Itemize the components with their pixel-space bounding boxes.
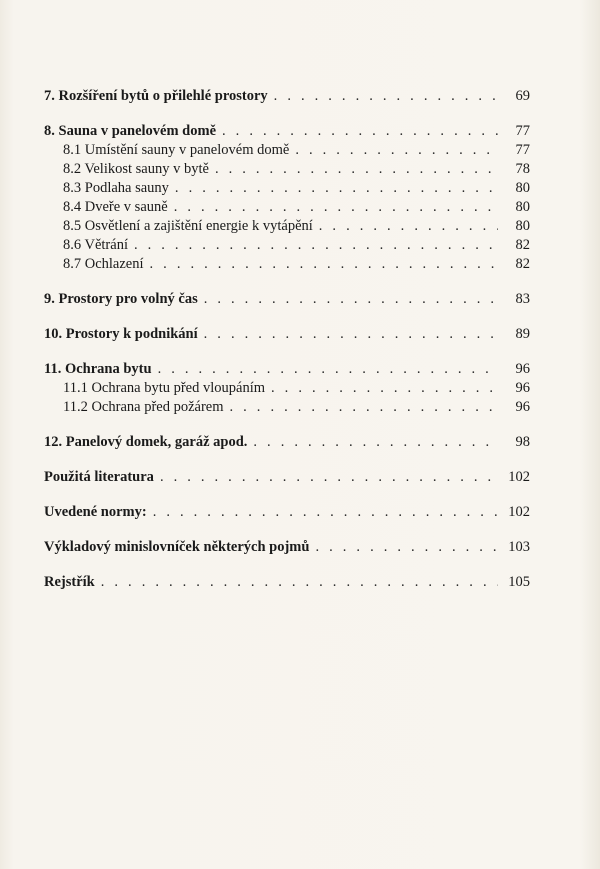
- toc-leader-dots: [230, 398, 499, 417]
- toc-leader-dots: [134, 236, 498, 255]
- toc-entry-title: 11.1 Ochrana bytu před vloupáním: [63, 380, 266, 396]
- toc-page-number: 80: [515, 199, 530, 215]
- toc-spacer: [44, 344, 530, 360]
- toc-page-number: 83: [515, 291, 530, 307]
- toc-leader-dots: [222, 122, 498, 141]
- toc-spacer: [44, 106, 530, 122]
- toc-entry-title: 8.3 Podlaha sauny: [63, 180, 169, 196]
- toc-leader-dots: [315, 538, 498, 557]
- toc-spacer: [44, 417, 530, 433]
- toc-entry-title: 8.1 Umístění sauny v panelovém domě: [63, 142, 290, 158]
- toc-chapter-entry: [44, 468, 530, 487]
- toc-page-number: 96: [515, 361, 530, 377]
- toc-page-number: 80: [515, 218, 530, 234]
- toc-entry-title: 8.2 Velikost sauny v bytě: [63, 161, 209, 177]
- toc-leader-dots: [274, 87, 498, 106]
- toc-leader-dots: [150, 255, 498, 274]
- toc-chapter-entry: [44, 573, 530, 592]
- toc-page-number: 102: [508, 504, 530, 520]
- toc-chapter-entry: [44, 122, 530, 141]
- toc-spacer: [44, 452, 530, 468]
- toc-leader-dots: [204, 290, 498, 309]
- toc-page-number: 82: [515, 237, 530, 253]
- toc-page-number: 82: [515, 256, 530, 272]
- table-of-contents: [44, 87, 530, 592]
- toc-leader-dots: [271, 379, 498, 398]
- toc-entry-title: Uvedené normy:: [44, 504, 147, 520]
- toc-page-number: 77: [515, 142, 530, 158]
- toc-spacer: [44, 309, 530, 325]
- toc-subsection-entry: [44, 398, 530, 417]
- toc-leader-dots: [158, 360, 498, 379]
- toc-page-number: 105: [508, 574, 530, 590]
- toc-entry-title: 7. Rozšíření bytů o přilehlé prostory: [44, 88, 268, 104]
- toc-subsection-entry: [44, 179, 530, 198]
- toc-page-number: 77: [515, 123, 530, 139]
- toc-chapter-entry: [44, 360, 530, 379]
- toc-page-number: 96: [515, 399, 530, 415]
- toc-leader-dots: [319, 217, 498, 236]
- toc-leader-dots: [253, 433, 498, 452]
- toc-spacer: [44, 522, 530, 538]
- toc-leader-dots: [204, 325, 498, 344]
- toc-leader-dots: [101, 573, 498, 592]
- toc-page-number: 102: [508, 469, 530, 485]
- toc-subsection-entry: [44, 160, 530, 179]
- toc-subsection-entry: [44, 198, 530, 217]
- toc-spacer: [44, 557, 530, 573]
- toc-entry-title: 8.6 Větrání: [63, 237, 128, 253]
- toc-entry-title: 9. Prostory pro volný čas: [44, 291, 198, 307]
- toc-subsection-entry: [44, 255, 530, 274]
- toc-chapter-entry: [44, 325, 530, 344]
- toc-leader-dots: [153, 503, 498, 522]
- toc-page-number: 98: [515, 434, 530, 450]
- toc-subsection-entry: [44, 217, 530, 236]
- toc-entry-title: 10. Prostory k podnikání: [44, 326, 198, 342]
- toc-page-number: 78: [515, 161, 530, 177]
- toc-page-number: 69: [515, 88, 530, 104]
- toc-entry-title: 12. Panelový domek, garáž apod.: [44, 434, 248, 450]
- toc-leader-dots: [175, 179, 498, 198]
- toc-subsection-entry: [44, 141, 530, 160]
- toc-chapter-entry: [44, 433, 530, 452]
- toc-chapter-entry: [44, 290, 530, 309]
- toc-entry-title: 11.2 Ochrana před požárem: [63, 399, 224, 415]
- toc-chapter-entry: [44, 538, 530, 557]
- toc-subsection-entry: [44, 236, 530, 255]
- toc-subsection-entry: [44, 379, 530, 398]
- toc-leader-dots: [174, 198, 498, 217]
- toc-page-number: 80: [515, 180, 530, 196]
- toc-leader-dots: [215, 160, 498, 179]
- toc-leader-dots: [160, 468, 498, 487]
- toc-leader-dots: [295, 141, 498, 160]
- toc-entry-title: 8.4 Dveře v sauně: [63, 199, 168, 215]
- toc-entry-title: Použitá literatura: [44, 469, 154, 485]
- toc-entry-title: 8.5 Osvětlení a zajištění energie k vytápění: [63, 218, 313, 234]
- toc-entry-title: Výkladový minislovníček některých pojmů: [44, 539, 310, 555]
- toc-spacer: [44, 487, 530, 503]
- toc-page-number: 96: [515, 380, 530, 396]
- toc-spacer: [44, 274, 530, 290]
- toc-page-number: 89: [515, 326, 530, 342]
- toc-entry-title: 8.7 Ochlazení: [63, 256, 144, 272]
- toc-chapter-entry: [44, 503, 530, 522]
- toc-chapter-entry: [44, 87, 530, 106]
- toc-page-number: 103: [508, 539, 530, 555]
- toc-entry-title: Rejstřík: [44, 574, 95, 590]
- toc-entry-title: 8. Sauna v panelovém domě: [44, 123, 217, 139]
- toc-entry-title: 11. Ochrana bytu: [44, 361, 152, 377]
